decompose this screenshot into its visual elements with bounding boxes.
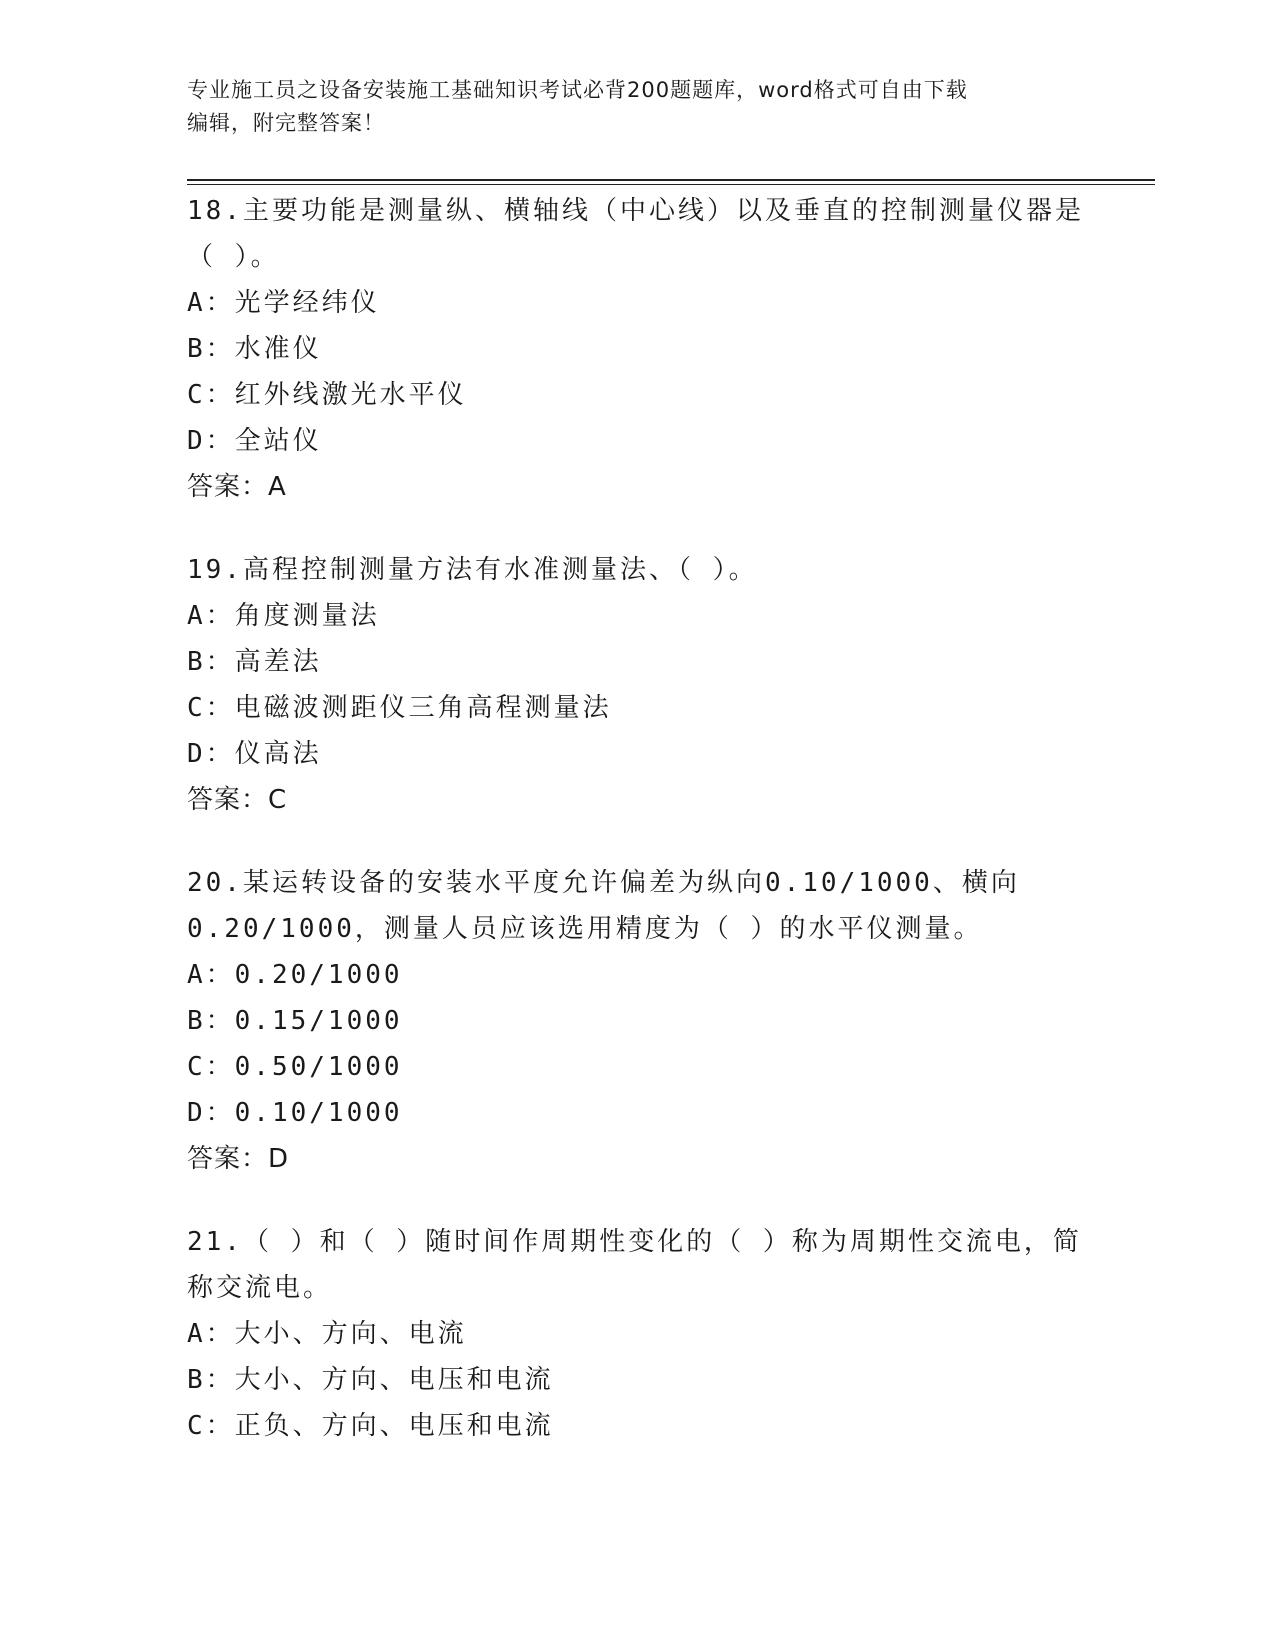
option-a: A：大小、方向、电流 (187, 1319, 467, 1349)
question-stem: 18.主要功能是测量纵、横轴线（中心线）以及垂直的控制测量仪器是 (187, 196, 1084, 226)
option-d: D：全站仪 (187, 426, 322, 456)
option-b: B：0.15/1000 (187, 1006, 403, 1036)
option-c: C：红外线激光水平仪 (187, 380, 467, 410)
question-18 (187, 188, 1087, 510)
option-d: D：仪高法 (187, 739, 322, 769)
option-c: C：正负、方向、电压和电流 (187, 1411, 554, 1441)
option-c: C：0.50/1000 (187, 1052, 403, 1082)
document-header (187, 74, 1077, 140)
question-stem: 20.某运转设备的安装水平度允许偏差为纵向0.10/1000、横向 (187, 868, 1020, 898)
header-rule-thick (187, 179, 1155, 181)
question-20 (187, 860, 1087, 1182)
option-d: D：0.10/1000 (187, 1098, 403, 1128)
option-b: B：水准仪 (187, 334, 322, 364)
answer: 答案：D (187, 1144, 290, 1174)
header-line-1: 专业施工员之设备安装施工基础知识考试必背200题题库，word格式可自由下载 (187, 78, 968, 102)
option-a: A：光学经纬仪 (187, 288, 380, 318)
option-a: A：角度测量法 (187, 601, 380, 631)
option-b: B：高差法 (187, 647, 322, 677)
option-a: A：0.20/1000 (187, 960, 403, 990)
answer: 答案：C (187, 785, 288, 815)
question-stem: （ ）。 (187, 242, 280, 272)
answer: 答案：A (187, 472, 287, 502)
question-19 (187, 547, 1087, 823)
question-stem: 19.高程控制测量方法有水准测量法、（ ）。 (187, 555, 758, 585)
question-stem: 0.20/1000，测量人员应该选用精度为（ ）的水平仪测量。 (187, 914, 983, 944)
question-stem: 21.（ ）和（ ）随时间作周期性变化的（ ）称为周期性交流电，简 (187, 1227, 1082, 1257)
question-stem: 称交流电。 (187, 1273, 333, 1303)
header-line-2: 编辑，附完整答案！ (187, 111, 385, 135)
header-rule-thin (187, 184, 1155, 185)
question-list (187, 188, 1087, 1486)
option-c: C：电磁波测距仪三角高程测量法 (187, 693, 612, 723)
option-b: B：大小、方向、电压和电流 (187, 1365, 554, 1395)
question-21 (187, 1219, 1087, 1449)
